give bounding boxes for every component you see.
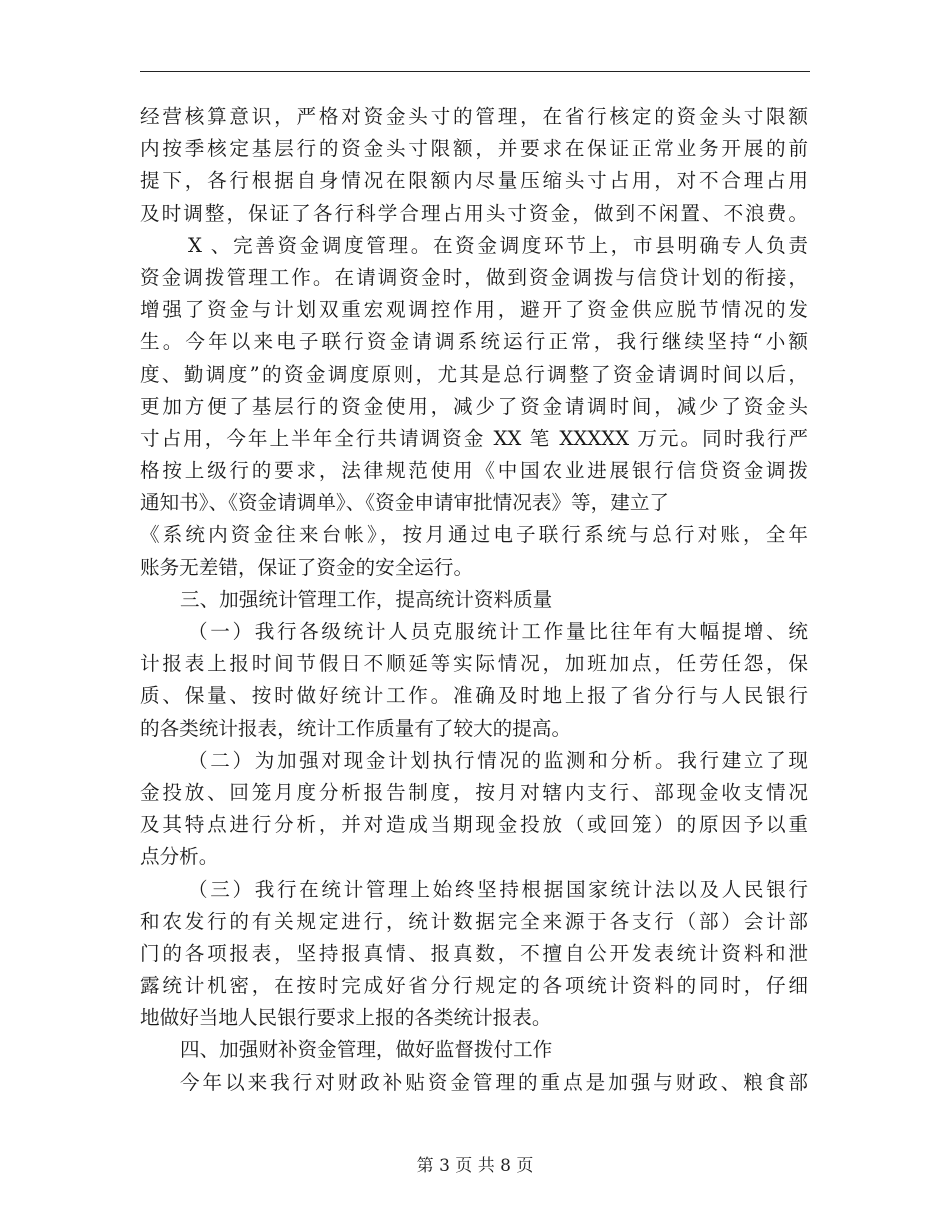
text-line: 通知书》、《资金请调单》、《资金申请审批情况表》等，建立了: [140, 491, 670, 515]
text-line: 的各类统计报表，统计工作质量有了较大的提高。: [140, 716, 572, 740]
text-line: 资金调拨管理工作。在请调资金时，做到资金调拨与信贷计划的衔接，: [140, 265, 808, 289]
text-line: 寸占用，今年上半年全行共请调资金 XX 笔 XXXXX 万元。同时我行严: [140, 426, 808, 450]
text-line: 和农发行的有关规定进行，统计数据完全来源于各支行（部）会计部: [140, 909, 808, 933]
text-line: 格按上级行的要求，法律规范使用《中国农业进展银行信贷资金调拨: [140, 459, 808, 483]
text-line: 内按季核定基层行的资金头寸限额，并要求在保证正常业务开展的前: [140, 137, 808, 161]
text-line: 质、保量、按时做好统计工作。准确及时地上报了省分行与人民银行: [140, 684, 808, 708]
text-line: 今年以来我行对财政补贴资金管理的重点是加强与财政、粮食部: [180, 1070, 808, 1094]
text-line: 计报表上报时间节假日不顺延等实际情况，加班加点，任劳任怨，保: [140, 652, 808, 676]
header-rule: [140, 71, 810, 72]
page-number: 第 3 页 共 8 页: [416, 1156, 534, 1176]
text-line: X 、完善资金调度管理。在资金调度环节上，市县明确专人负责: [188, 233, 808, 257]
text-line: 金投放、回笼月度分析报告制度，按月对辖内支行、部现金收支情况: [140, 780, 808, 804]
text-line: （三）我行在统计管理上始终坚持根据国家统计法以及人民银行: [188, 877, 808, 901]
text-line: 度、勤调度”的资金调度原则，尤其是总行调整了资金请调时间以后，: [140, 362, 808, 386]
document-body: [140, 101, 808, 1099]
text-line: （一）我行各级统计人员克服统计工作量比往年有大幅提增、统: [188, 620, 808, 643]
text-line: 三、加强统计管理工作，提高统计资料质量: [180, 587, 553, 611]
text-line: （二）为加强对现金计划执行情况的监测和分析。我行建立了现: [188, 748, 808, 772]
text-line: 及其特点进行分析，并对造成当期现金投放（或回笼）的原因予以重: [140, 813, 808, 837]
text-line: 《系统内资金往来台帐》，按月通过电子联行系统与总行对账，全年: [140, 523, 808, 547]
text-line: 及时调整，保证了各行科学合理占用头寸资金，做到不闲置、不浪费。: [140, 201, 808, 225]
text-line: 露统计机密，在按时完成好省分行规定的各项统计资料的同时，仔细: [140, 974, 808, 998]
text-line: 账务无差错，保证了资金的安全运行。: [140, 555, 474, 579]
text-line: 门的各项报表，坚持报真情、报真数，不擅自公开发表统计资料和泄: [140, 941, 808, 965]
text-line: 经营核算意识，严格对资金头寸的管理，在省行核定的资金头寸限额: [140, 105, 808, 128]
text-line: 四、加强财补资金管理，做好监督拨付工作: [180, 1038, 553, 1062]
text-line: 点分析。: [140, 845, 219, 869]
text-line: 提下，各行根据自身情况在限额内尽量压缩头寸占用，对不合理占用: [140, 169, 808, 193]
text-line: 增强了资金与计划双重宏观调控作用，避开了资金供应脱节情况的发: [140, 298, 808, 322]
text-line: 地做好当地人民银行要求上报的各类统计报表。: [140, 1006, 552, 1030]
text-line: 生。今年以来电子联行资金请调系统运行正常，我行继续坚持“小额: [140, 330, 808, 354]
text-line: 更加方便了基层行的资金使用，减少了资金请调时间，减少了资金头: [140, 394, 808, 418]
